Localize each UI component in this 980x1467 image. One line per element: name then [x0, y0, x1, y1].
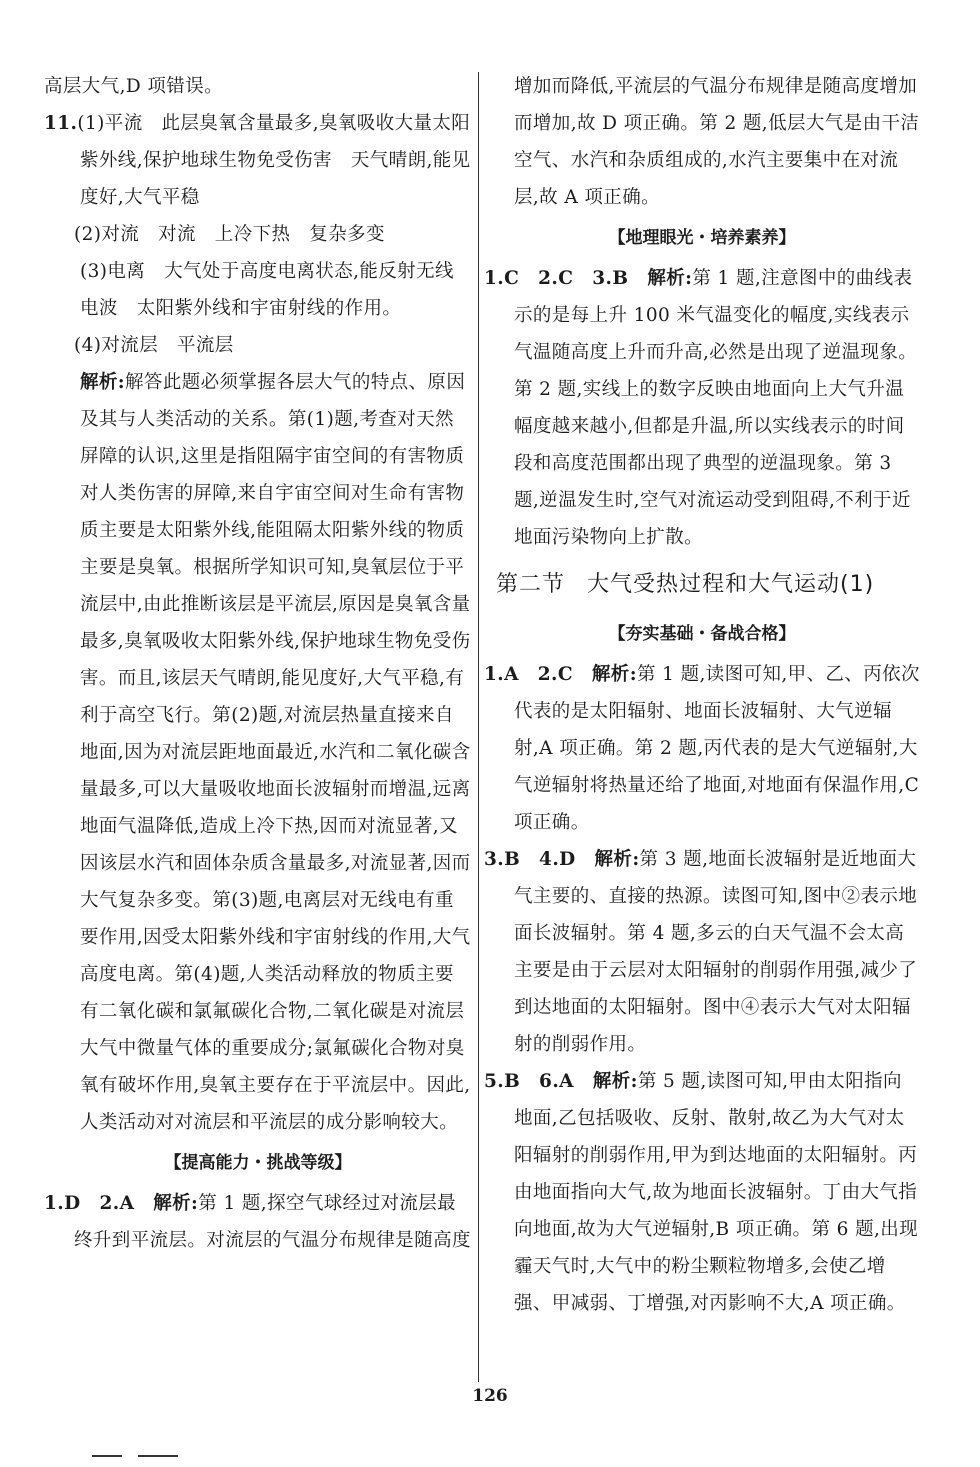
section-heading [496, 558, 920, 612]
question-11 [44, 105, 472, 216]
question-11-part-4: (4)对流层 平流层 [74, 335, 234, 356]
column-divider [478, 72, 479, 1382]
section-number: 第二节 [496, 572, 566, 597]
bottom-scan-mark [92, 1455, 182, 1458]
subheading-basics: 【夯实基础・备战合格】 [608, 624, 796, 644]
analysis-text: 解答此题必须掌握各层大气的特点、原因及其与人类活动的关系。第(1)题,考查对天然屏障的认识,这里是指阻隔宇宙空间的有害物质对人类伤害的屏障,来自宇宙空间对生命有害物质主要是太阳紫外线,能阻隔太阳紫外线的物质主要是臭氧。根据所学知识可知,臭氧层位于平流层中,由此推断该层是平流层,原因是臭氧含量最多,臭氧吸收太阳紫外线,保护地球生物免受伤害。而且,该层天气晴朗,能见度好,大气平稳,有利于高空飞行。第(2)题,对流层热量直接来自地面,因为对流层距地面最近,水汽和二氧化碳含量最多,可以大量吸收地面长波辐射而增温,远离地面气温降低,造成上冷下热,因而对流显著,又因该层水汽和固体杂质含量最多,对流显著,因而大气复杂多变。第(3)题,电离层对无线电有重要作用,因受太阳紫外线和宇宙射线的作用,大气高度电离。第(4)题,人类活动释放的物质主要有二氧化碳和氯氟碳化合物,二氧化碳是对流层大气中微量气体的重要成分;氯氟碳化合物对臭氧有破坏作用,臭氧主要存在于平流层中。因此,人类活动对对流层和平流层的成分影响较大。 [80, 372, 471, 1133]
answer-block [484, 260, 920, 556]
left-column [44, 68, 472, 1259]
analysis-label: 解析: [647, 268, 693, 289]
paragraph-continuation: 增加而降低,平流层的气温分布规律是随高度增加而增加,故 D 项正确。第 2 题,低层大气是由干洁空气、水汽和杂质组成的,水汽主要集中在对流层,故 A 项正确。 [514, 76, 920, 208]
question-11-number: 11. [44, 113, 78, 134]
question-11-part-2: (2)对流 对流 上冷下热 复杂多变 [74, 224, 385, 245]
analysis-text: 第 1 题,探空气球经过对流层最终升到平流层。对流层的气温分布规律是随高度 [74, 1193, 471, 1251]
analysis-label: 解析: [80, 372, 126, 393]
answer-block [44, 1185, 472, 1259]
answer-keys: 1.A 2.C [484, 664, 592, 685]
analysis-label: 解析: [591, 664, 637, 685]
page-number: 126 [472, 1386, 508, 1406]
analysis-text: 第 3 题,地面长波辐射是近地面大气主要的、直接的热源。读图可知,图中②表示地面长波辐射。第 4 题,多云的白天气温不会太高主要是由于云层对太阳辐射的削弱作用强,减少了到达地面的太阳辐射。图中④表示大气对太阳辐射的削弱作用。 [514, 849, 918, 1055]
answer-block [484, 656, 920, 841]
answer-keys: 3.B 4.D [484, 849, 595, 870]
subheading-improve: 【提高能力・挑战等级】 [164, 1153, 352, 1173]
answer-block [484, 1063, 920, 1322]
subheading-geography: 【地理眼光・培养素养】 [608, 228, 796, 248]
analysis-label: 解析: [592, 1071, 638, 1092]
analysis-label: 解析: [594, 849, 640, 870]
question-11-analysis [44, 364, 472, 1141]
analysis-label: 解析: [153, 1193, 199, 1214]
answer-keys: 1.D 2.A [44, 1193, 154, 1214]
analysis-text: 第 5 题,读图可知,甲由太阳指向地面,乙包括吸收、反射、散射,故乙为大气对太阳辐射的削弱作用,甲为到达地面的太阳辐射。丙由地面指向大气,故为地面长波辐射。丁由大气指向地面,故为大气逆辐射,B 项正确。第 6 题,出现霾天气时,大气中的粉尘颗粒物增多,会使乙增强、甲减弱、丁增强,对丙影响不大,A 项正确。 [514, 1071, 919, 1314]
answer-block [484, 841, 920, 1063]
question-11-part-3: (3)电离 大气处于高度电离状态,能反射无线电波 太阳紫外线和宇宙射线的作用。 [80, 261, 454, 319]
paragraph-continuation: 高层大气,D 项错误。 [44, 76, 223, 97]
question-11-part-1: (1)平流 此层臭氧含量最多,臭氧吸收大量太阳紫外线,保护地球生物免受伤害 天气晴朗,能见度好,大气平稳 [77, 113, 471, 208]
analysis-text: 第 1 题,读图可知,甲、乙、丙依次代表的是太阳辐射、地面长波辐射、大气逆辐射,A 项正确。第 2 题,丙代表的是大气逆辐射,大气逆辐射将热量还给了地面,对地面有保温作用,C 项正确。 [514, 664, 920, 833]
answer-keys: 5.B 6.A [484, 1071, 593, 1092]
answer-keys: 1.C 2.C 3.B [484, 268, 648, 289]
right-column [484, 68, 920, 1322]
analysis-text: 第 1 题,注意图中的曲线表示的是每上升 100 米气温变化的幅度,实线表示气温随高度上升而升高,必然是出现了逆温现象。第 2 题,实线上的数字反映由地面向上大气升温幅度越来越小,但都是升温,所以实线表示的时间段和高度范围都出现了典型的逆温现象。第 3 题,逆温发生时,空气对流运动受到阻碍,不利于近地面污染物向上扩散。 [514, 268, 918, 548]
section-title: 大气受热过程和大气运动(1) [587, 572, 875, 597]
